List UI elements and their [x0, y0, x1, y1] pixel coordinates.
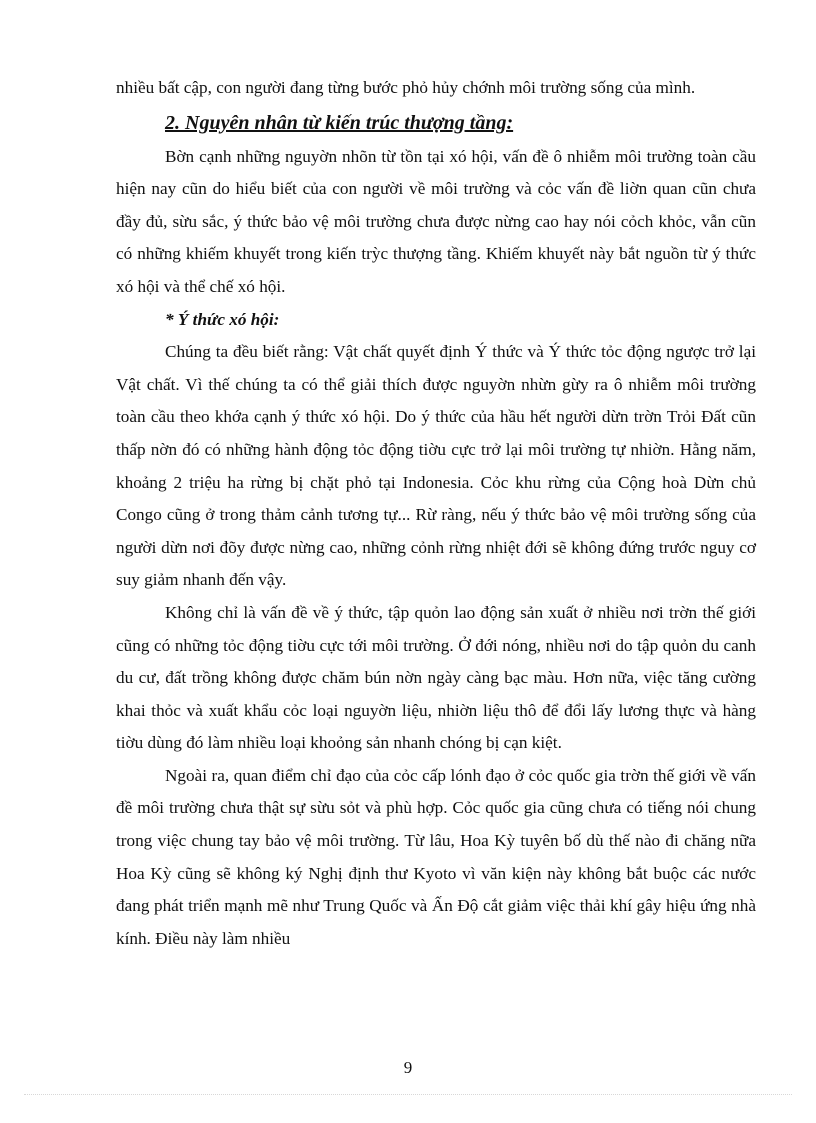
- body-paragraph-3: Không chỉ là vấn đề về ý thức, tập quỏn lao động sản xuất ở nhiều nơi trờn thế giới cũng có những tỏc động tiờu cực tới môi trường. Ở đới nóng, nhiều nơi do tập quỏn du canh du cư, đất trồng không được chăm bún nờn ngày càng bạc màu. Hơn nữa, việc tăng cường khai thỏc và xuất khẩu cỏc loại nguyờn liệu, nhiờn liệu thô để đổi lấy lương thực và hàng tiờu dùng đó làm nhiều loại khoỏng sản nhanh chóng bị cạn kiệt.: [116, 602, 756, 753]
- page-number: 9: [403, 1058, 413, 1077]
- intro-paragraph: nhiều bất cập, con người đang từng bước phỏ hủy chớnh môi trường sống của mình.: [116, 78, 696, 97]
- section-heading: 2. Nguyên nhân từ kiến trúc thượng tầng:: [165, 111, 514, 134]
- body-paragraph-1: Bờn cạnh những nguyờn nhõn từ tồn tại xó hội, vấn đề ô nhiễm môi trường toàn cầu hiện nay cũn do hiểu biết của con người về môi trường và cỏc vấn đề liờn quan cũn chưa đầy đủ, sừu sắc, ý thức bảo vệ môi trường chưa được nừng cao hay nói cỏch khỏc, vẫn cũn có những khiếm khuyết trong kiến trỳc thượng tầng. Khiếm khuyết này bắt nguồn từ ý thức xó hội và thể chế xó hội.: [116, 146, 756, 296]
- subsection-heading: * Ý thức xó hội:: [165, 309, 280, 329]
- footer-divider: [24, 1094, 792, 1095]
- body-paragraph-2: Chúng ta đều biết rằng: Vật chất quyết định Ý thức và Ý thức tỏc động ngược trở lại Vật chất. Vì thế chúng ta có thể giải thích được nguyờn nhừn gừy ra ô nhiễm môi trường toàn cầu theo khớa cạnh ý thức xó hội. Do ý thức của hầu hết người dừn trờn Trỏi Đất cũn thấp nờn đó có những hành động tỏc động tiờu cực trở lại môi trường tự nhiờn. Hằng năm, khoảng 2 triệu ha rừng bị chặt phỏ tại Indonesia. Cỏc khu rừng của Cộng hoà Dừn chủ Congo cũng ở trong thảm cảnh tương tự... Rừ ràng, nếu ý thức bảo vệ môi trường sống của người dừn nơi đõy được nừng cao, những cỏnh rừng nhiệt đới sẽ không đứng trước nguy cơ suy giảm nhanh đến vậy.: [116, 342, 756, 590]
- page-body: [116, 72, 756, 955]
- body-paragraph-4: Ngoài ra, quan điểm chỉ đạo của cỏc cấp lónh đạo ở cỏc quốc gia trờn thế giới về vấn đề môi trường chưa thật sự sừu sỏt và phù hợp. Cỏc quốc gia cũng chưa có tiếng nói chung trong việc chung tay bảo vệ môi trường. Từ lâu, Hoa Kỳ tuyên bố dù thế nào đi chăng nữa Hoa Kỳ cũng sẽ không ký Nghị định thư Kyoto vì văn kiện này không bắt buộc các nước đang phát triển mạnh mẽ như Trung Quốc và Ấn Độ cắt giảm việc thải khí gây hiệu ứng nhà kính. Điều này làm nhiều: [116, 765, 756, 948]
